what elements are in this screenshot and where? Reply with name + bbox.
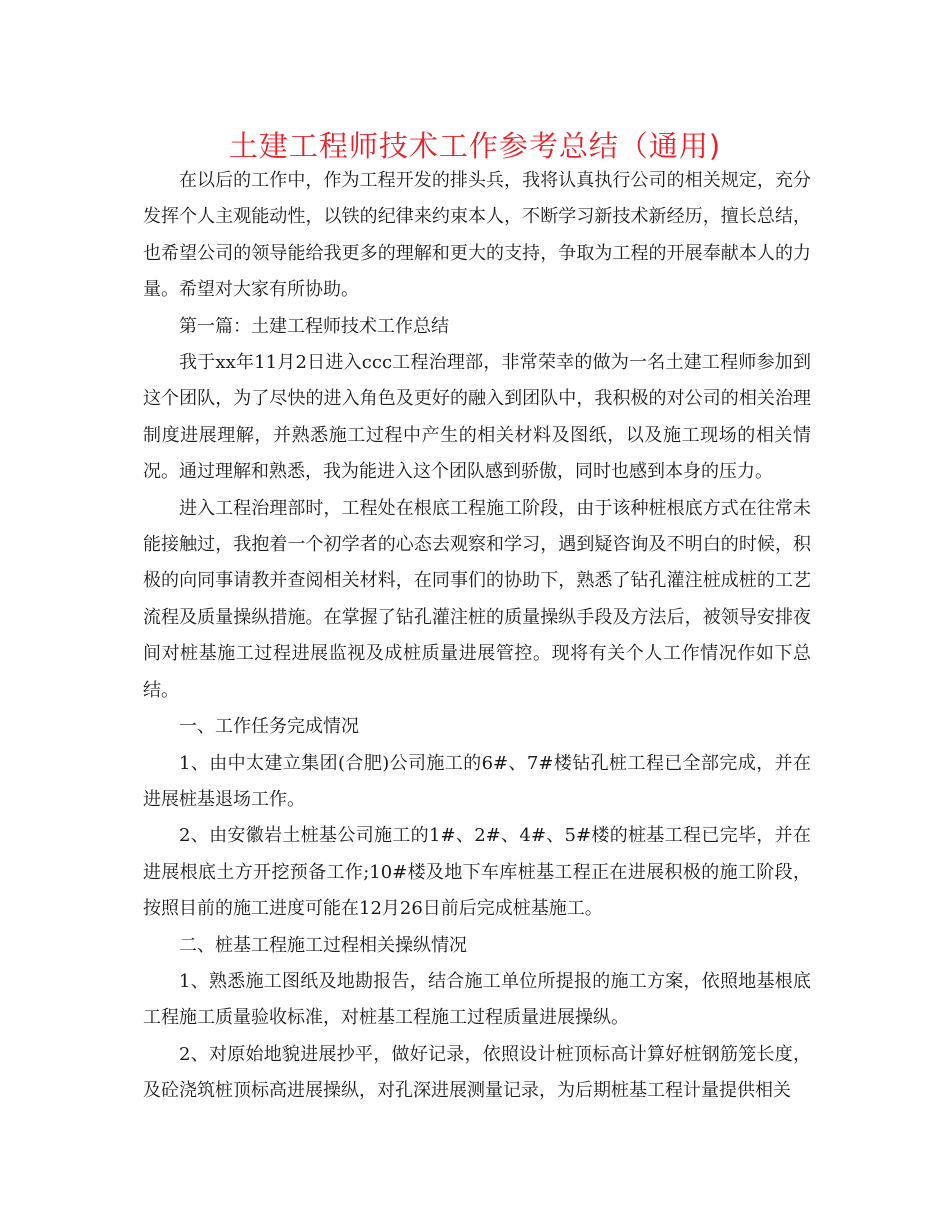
paragraph: 1、熟悉施工图纸及地勘报告，结合施工单位所提报的施工方案，依照地基根底工程施工质量验收标准，对桩基工程施工过程质量进展操纵。 — [143, 970, 811, 1029]
section-heading: 一、工作任务完成情况 — [179, 716, 359, 738]
paragraph: 我于xx年11月2日进入ccc工程治理部，非常荣幸的做为一名土建工程师参加到这个团队，为了尽快的进入角色及更好的融入到团队中，我积极的对公司的相关治理制度进展理解，并熟悉施工过程中产生的相关材料及图纸，以及施工现场的相关情况。通过理解和熟悉，我为能进入这个团队感到骄傲，同时也感到本身的压力。 — [143, 352, 811, 483]
section-heading: 第一篇：土建工程师技术工作总结 — [179, 315, 449, 337]
document-title: 土建工程师技术工作参考总结（通用) — [228, 129, 722, 163]
paragraph: 2、对原始地貌进展抄平，做好记录，依照设计桩顶标高计算好桩钢筋笼长度，及砼浇筑桩顶标高进展操纵，对孔深进展测量记录，为后期桩基工程计量提供相关 — [143, 1043, 811, 1102]
section-heading: 二、桩基工程施工过程相关操纵情况 — [179, 934, 467, 956]
paragraph: 2、由安徽岩土桩基公司施工的1#、2#、4#、5#楼的桩基工程已完毕，并在进展根底土方开挖预备工作;10#楼及地下车库桩基工程正在进展积极的施工阶段，按照目前的施工进度可能在12月26日前后完成桩基施工。 — [143, 825, 811, 920]
paragraph: 在以后的工作中，作为工程开发的排头兵，我将认真执行公司的相关规定，充分发挥个人主观能动性，以铁的纪律来约束本人，不断学习新技术新经历，擅长总结，也希望公司的领导能给我更多的理解和更大的支持，争取为工程的开展奉献本人的力量。希望对大家有所协助。 — [143, 170, 811, 301]
paragraph: 进入工程治理部时，工程处在根底工程施工阶段，由于该种桩根底方式在往常未能接触过，我抱着一个初学者的心态去观察和学习，遇到疑咨询及不明白的时候，积极的向同事请教并查阅相关材料，在同事们的协助下，熟悉了钻孔灌注桩成桩的工艺流程及质量操纵措施。在掌握了钻孔灌注桩的质量操纵手段及方法后，被领导安排夜间对桩基施工过程进展监视及成桩质量进展管控。现将有关个人工作情况作如下总结。 — [143, 497, 811, 701]
paragraph: 1、由中太建立集团(合肥)公司施工的6#、7#楼钻孔桩工程已全部完成，并在进展桩基退场工作。 — [143, 752, 811, 810]
document-body — [143, 163, 811, 1110]
